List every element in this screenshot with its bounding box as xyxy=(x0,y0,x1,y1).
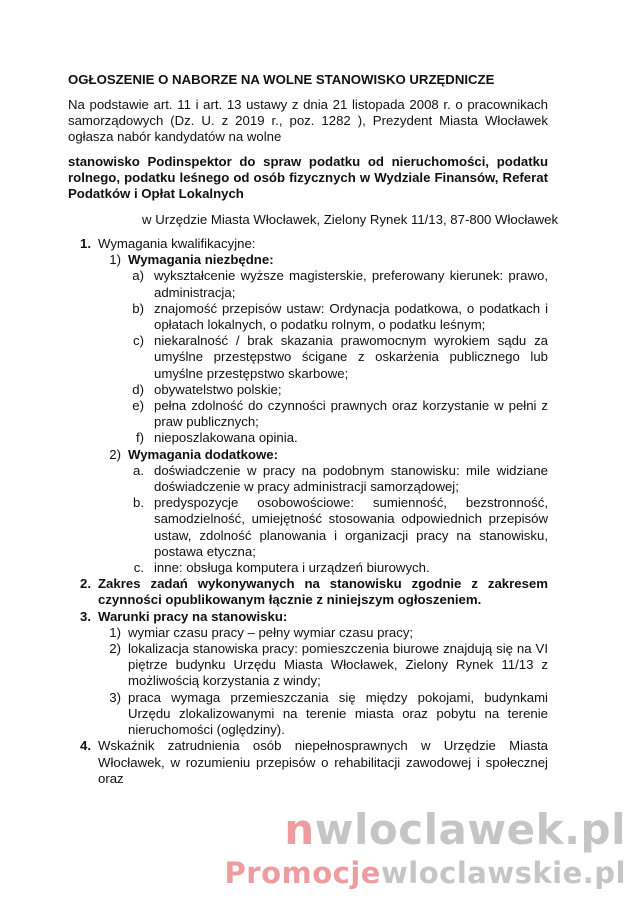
document-title: OGŁOSZENIE O NABORZE NA WOLNE STANOWISKO URZĘDNICZE xyxy=(68,72,495,87)
list-item xyxy=(68,560,548,576)
item-marker: 1) xyxy=(109,624,121,640)
item-marker: a. xyxy=(133,462,144,478)
item-text: nieposzlakowana opinia. xyxy=(154,430,298,446)
watermark-gray-part: wloclawek.pl xyxy=(314,805,626,854)
section-4 xyxy=(68,738,548,787)
list-item xyxy=(68,430,548,446)
position-name: stanowisko Podinspektor do spraw podatku od nieruchomości, podatku rolnego, podatku leśnego od osób fizycznych w Wydziale Finansów, Referat Podatków i Opłat Lokalnych xyxy=(68,154,548,202)
watermark-red-part: n xyxy=(284,805,315,854)
section-text: Wskaźnik zatrudnienia osób niepełnosprawnych w Urzędzie Miasta Włocławek, w rozumieniu przepisów o rehabilitacji zawodowej i społecznej oraz xyxy=(98,738,548,786)
item-marker: b. xyxy=(133,495,144,511)
section-label: Wymagania kwalifikacyjne: xyxy=(98,236,256,251)
item-text: doświadczenie w pracy na podobnym stanowisku: mile widziane doświadczenie w pracy administracji samorządowej; xyxy=(154,462,548,495)
list-item xyxy=(68,625,548,641)
item-marker: d) xyxy=(132,381,144,397)
section-1-heading xyxy=(68,236,548,252)
item-marker: 3) xyxy=(109,689,121,705)
item-text: znajomość przepisów ustaw: Ordynacja podatkowa, o podatkach i opłatach lokalnych, o podatku rolnym, o podatku leśnym; xyxy=(154,300,548,333)
item-marker: e) xyxy=(132,398,144,414)
section-3-heading xyxy=(68,609,548,625)
item-text: praca wymaga przemieszczania się między pokojami, budynkami Urzędu zlokalizowanymi na terenie miasta oraz pobytu na terenie nieruchomości (oględziny). xyxy=(128,689,548,738)
intro-paragraph: Na podstawie art. 11 i art. 13 ustawy z dnia 21 listopada 2008 r. o pracownikach samorządowych (Dz. U. z 2019 r., poz. 1282 ), Prezydent Miasta Włocławek ogłasza nabór kandydatów na wolne xyxy=(68,97,548,145)
watermark-nwloclawek xyxy=(284,805,626,854)
subsection-required-heading xyxy=(68,252,548,268)
section-2 xyxy=(68,576,548,608)
subsection-number: 1) xyxy=(109,252,121,268)
watermark-gray-part: wloclawskie.pl xyxy=(380,856,626,890)
section-number: 4. xyxy=(80,738,91,754)
requirements-list xyxy=(68,236,548,787)
subsection-additional-heading xyxy=(68,447,548,463)
watermark-promocje xyxy=(225,857,626,889)
section-number: 3. xyxy=(80,608,91,624)
item-marker: 2) xyxy=(109,641,121,657)
subsection-number: 2) xyxy=(109,446,121,462)
item-marker: b) xyxy=(132,300,144,316)
item-marker: f) xyxy=(135,430,144,446)
list-item xyxy=(68,641,548,690)
list-item xyxy=(68,382,548,398)
list-item xyxy=(68,268,548,300)
list-item xyxy=(68,398,548,430)
watermark-red-part: Promocje xyxy=(224,856,381,890)
list-item xyxy=(68,333,548,382)
item-text: lokalizacja stanowiska pracy: pomieszczenia biurowe znajdują się na VI piętrze budynku Urzędu Miasta Włocławek, Zielony Rynek 11/13 z możliwością korzystania z windy; xyxy=(128,641,548,689)
list-item xyxy=(68,495,548,560)
list-item xyxy=(68,301,548,333)
section-label: Warunki pracy na stanowisku: xyxy=(98,608,288,624)
item-text: predyspozycje osobowościowe: sumienność, bezstronność, samodzielność, umiejętność stosowania odpowiednich przepisów ustaw, zdolność planowania i organizacji pracy na stanowisku, postawa etyczna; xyxy=(154,495,548,559)
section-text: Zakres zadań wykonywanych na stanowisku zgodnie z zakresem czynności opublikowanym łącznie z niniejszym ogłoszeniem. xyxy=(98,576,548,608)
item-text: inne: obsługa komputera i urządzeń biurowych. xyxy=(154,560,430,576)
item-text: pełna zdolność do czynności prawnych oraz korzystanie w pełni z praw publicznych; xyxy=(154,398,548,430)
item-text: wykształcenie wyższe magisterskie, preferowany kierunek: prawo, administracja; xyxy=(154,268,548,300)
office-address: w Urzędzie Miasta Włocławek, Zielony Rynek 11/13, 87-800 Włocławek xyxy=(142,212,559,227)
section-number: 1. xyxy=(80,236,91,251)
list-item xyxy=(68,690,548,739)
section-number: 2. xyxy=(80,576,91,592)
list-item xyxy=(68,463,548,495)
item-text: wymiar czasu pracy – pełny wymiar czasu pracy; xyxy=(128,624,414,640)
item-marker: a) xyxy=(132,268,144,284)
subsection-label: Wymagania niezbędne: xyxy=(128,252,274,268)
subsection-label: Wymagania dodatkowe: xyxy=(128,446,278,462)
item-marker: c. xyxy=(133,560,144,576)
item-text: niekaralność / brak skazania prawomocnym wyrokiem sądu za umyślne przestępstwo ścigane z oskarżenia publicznego lub umyślne przestępstwo skarbowe; xyxy=(154,333,548,381)
item-marker: c) xyxy=(133,333,144,349)
item-text: obywatelstwo polskie; xyxy=(154,381,282,397)
